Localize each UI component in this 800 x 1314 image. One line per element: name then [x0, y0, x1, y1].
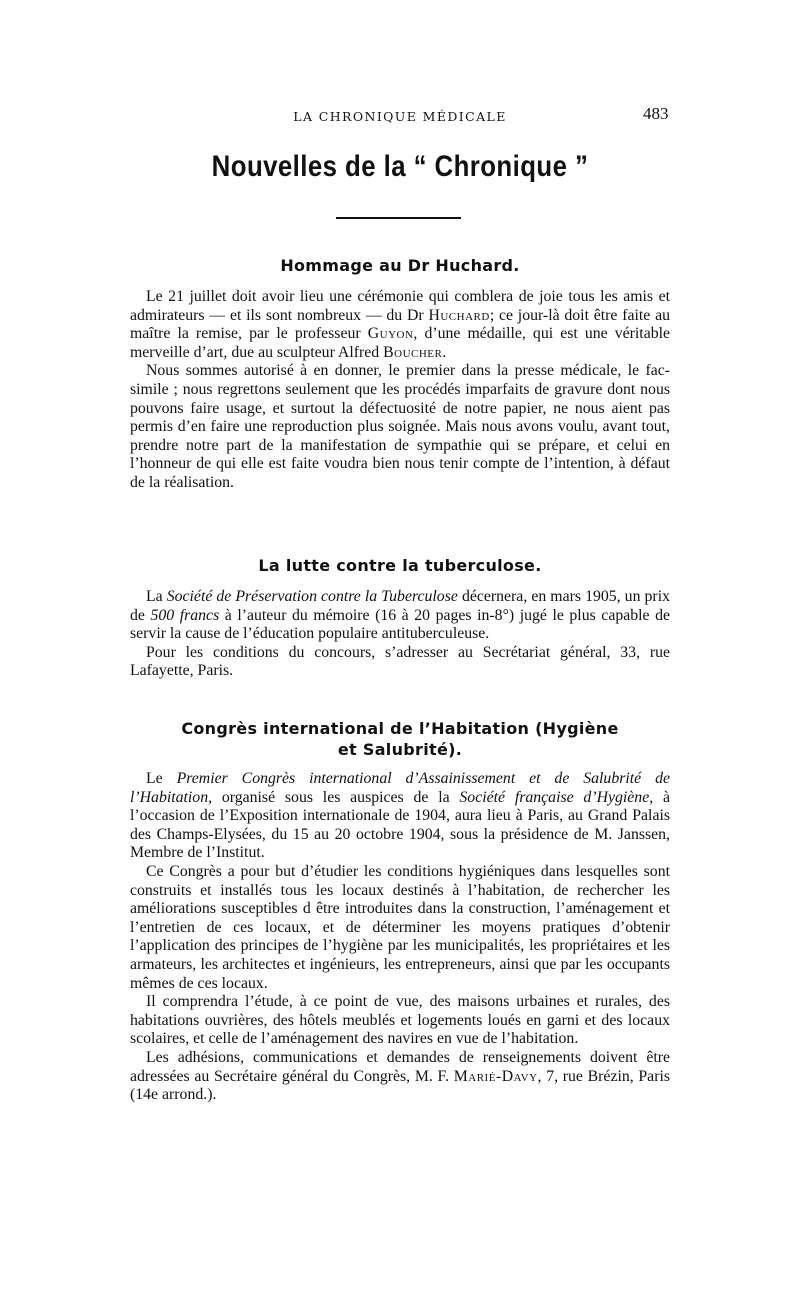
paragraph: Le Premier Congrès international d’Assainissement et de Salubrité de l’Habitation, organisé sous les auspices de la Société française d’Hygiène, à l’occasion de l’Exposition internationale de 1904, aura lieu à Paris, au Grand Palais des Champs-Elysées, du 15 au 20 octobre 1904, sous la présidence de M. Janssen, Membre de l’Institut. [130, 770, 670, 862]
section-heading-huchard: Hommage au Dr Huchard. [280, 256, 520, 275]
title-rule [336, 217, 461, 219]
page-number: 483 [643, 104, 669, 123]
paragraph: La Société de Préservation contre la Tuberculose décernera, en mars 1905, un prix de 500 francs à l’auteur du mémoire (16 à 20 pages in-8°) jugé le plus capable de servir la cause de l’éducation populaire antituberculeuse. [130, 588, 670, 643]
section-heading-congres: Congrès international de l’Habitation (Hygiène et Salubrité). [181, 719, 619, 759]
section-body-tuberculose [130, 588, 670, 681]
paragraph: Le 21 juillet doit avoir lieu une cérémonie qui comblera de joie tous les amis et admirateurs — et ils sont nombreux — du Dr Huchard; ce jour-là doit être faite au maître la remise, par le professeur Guyon, d’une médaille, qui est une véritable merveille d’art, due au sculpteur Alfred Boucher. [130, 288, 670, 361]
section-heading-tuberculose: La lutte contre la tuberculose. [258, 556, 542, 575]
section-body-huchard [130, 288, 670, 493]
paragraph: Les adhésions, communications et demandes de renseignements doivent être adressées au Secrétaire général du Congrès, M. F. Marié-Davy, 7, rue Brézin, Paris (14e arrond.). [130, 1048, 670, 1104]
running-title: LA CHRONIQUE MÉDICALE [293, 109, 507, 124]
paragraph: Il comprendra l’étude, à ce point de vue, des maisons urbaines et rurales, des habitations ouvrières, des hôtels meublés et logements loués en garni et des locaux scolaires, et celle de l’aménagement des navires en vue de l’habitation. [130, 993, 670, 1048]
paragraph: Pour les conditions du concours, s’adresser au Secrétariat général, 33, rue Lafayette, Paris. [130, 643, 670, 680]
paragraph: Ce Congrès a pour but d’étudier les conditions hygiéniques dans lesquelles sont construits et installés tous les locaux destinés à l’habitation, de rechercher les améliorations susceptibles d être introduites dans la construction, l’aménagement et l’entretien de ces locaux, et de déterminer les moyens pratiques d’obtenir l’application des principes de l’hygiène par les municipalités, les propriétaires et les armateurs, les architectes et ingénieurs, les entrepreneurs, ainsi que par les occupants mêmes de ces locaux. [130, 862, 670, 992]
section-body-congres [130, 770, 670, 1105]
paragraph: Nous sommes autorisé à en donner, le premier dans la presse médicale, le fac-simile ; nous regrettons seulement que les procédés imparfaits de gravure dont nous pouvons faire usage, et surtout la défectuosité de notre papier, ne nous aient pas permis d’en faire une reproduction plus soignée. Mais nous avons voulu, avant tout, prendre notre part de la manifestation de sympathie qui se prépare, et celui en l’honneur de qui elle est faite voudra bien nous tenir compte de l’intention, à défaut de la réalisation. [130, 362, 670, 491]
article-title: Nouvelles de la “ Chronique ” [211, 150, 589, 183]
